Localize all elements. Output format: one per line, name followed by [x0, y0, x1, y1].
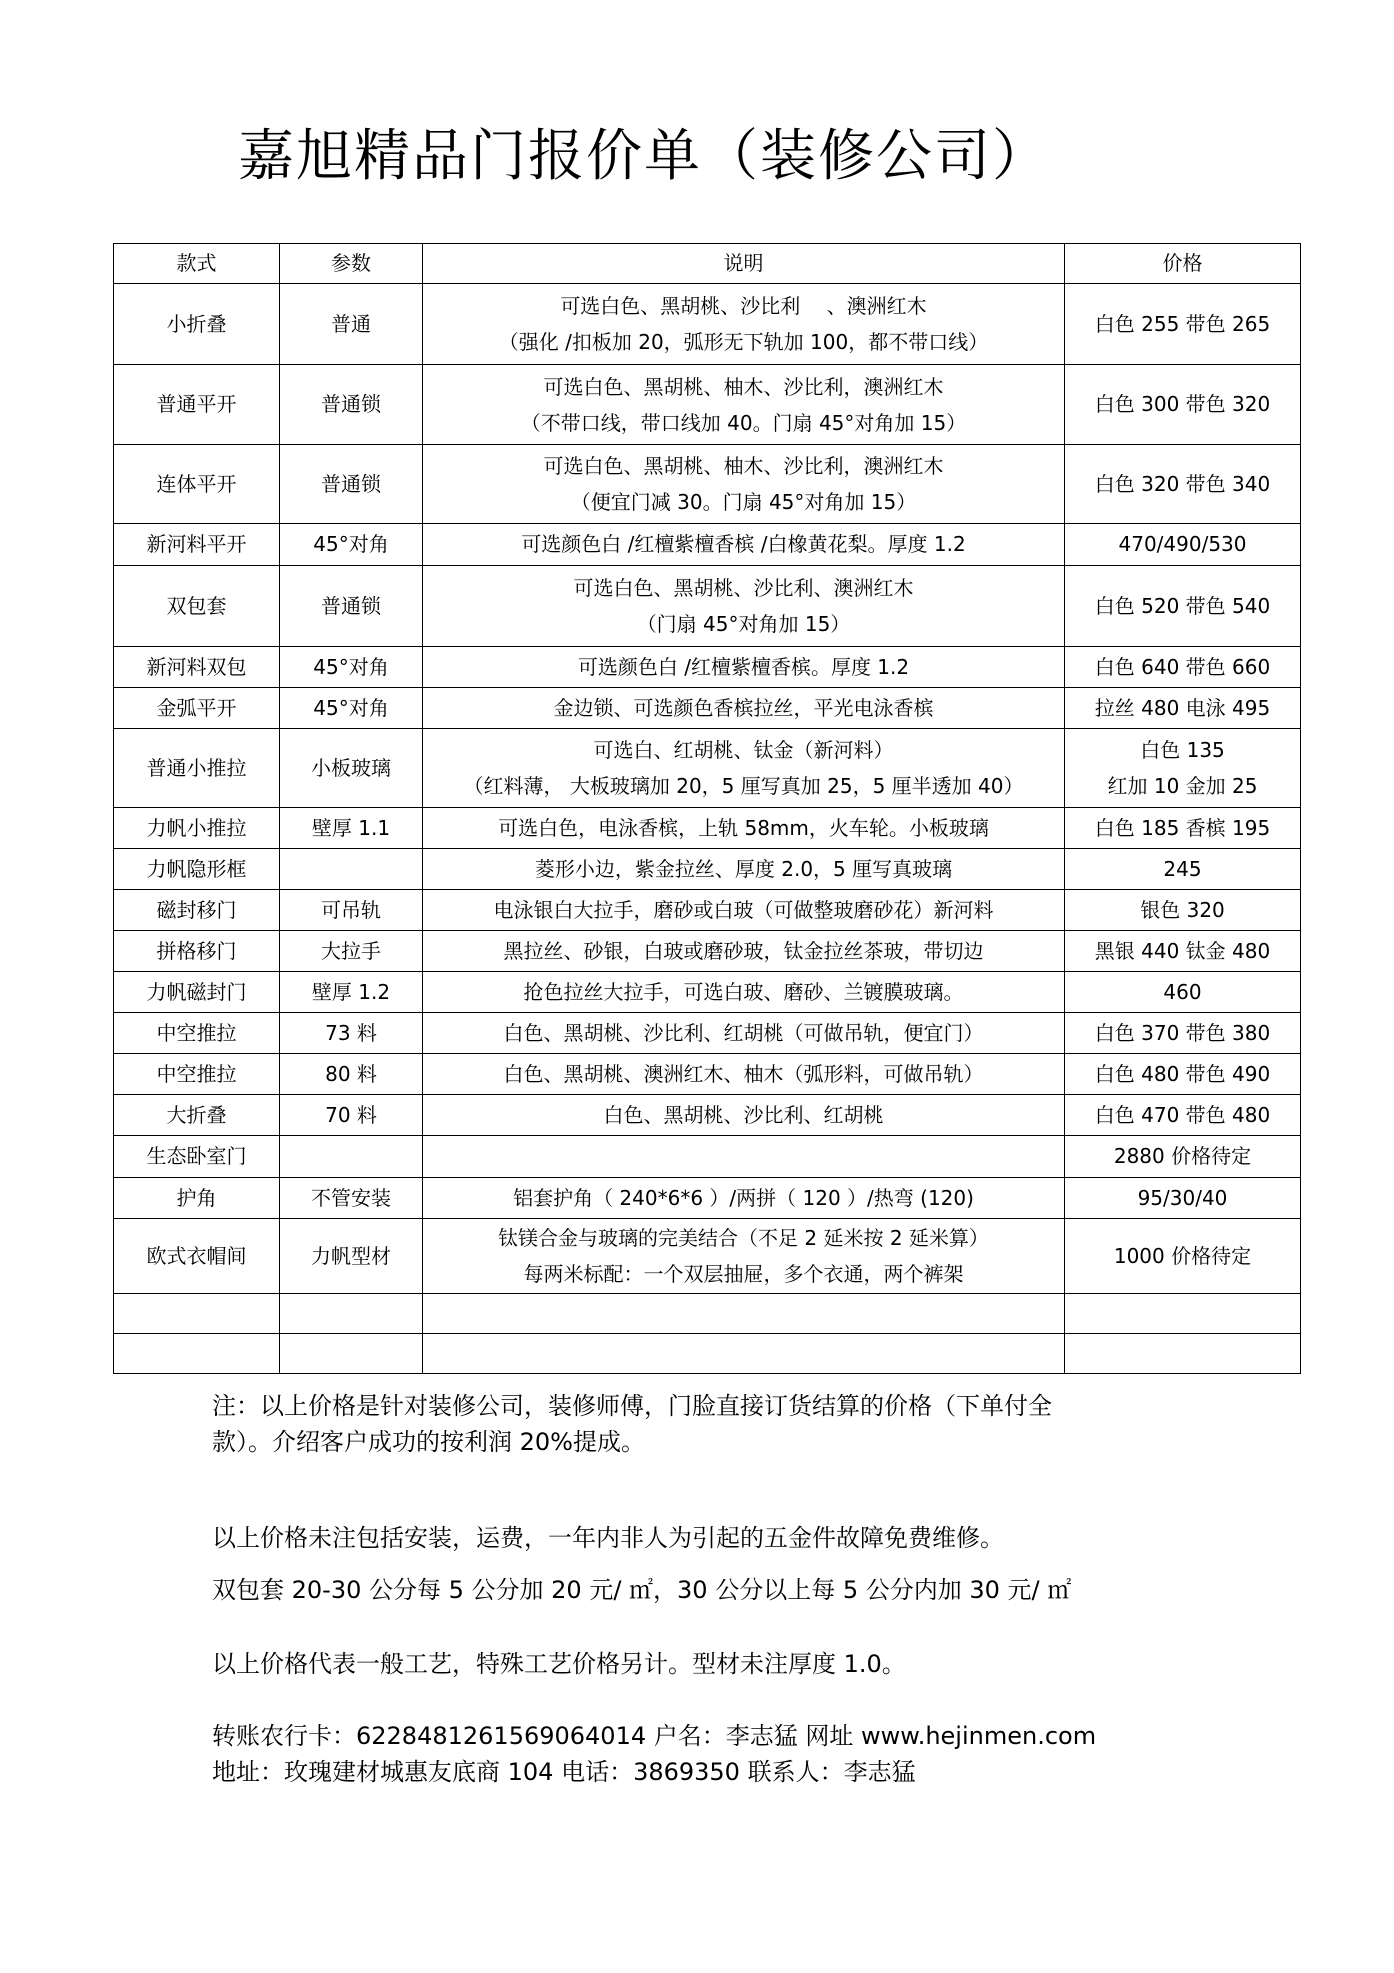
- note-install: 以上价格未注包括安装，运费，一年内非人为引起的五金件故障免费维修。: [212, 1524, 1004, 1552]
- desc-line: 白色、黑胡桃、澳洲红木、柚木（弧形料，可做吊轨）: [503, 1061, 984, 1086]
- table-row: [114, 972, 1301, 1013]
- table-row: [114, 849, 1301, 890]
- header-param: 参数: [280, 244, 423, 284]
- price-line: 银色 320: [1140, 897, 1225, 922]
- price-line: 95/30/40: [1137, 1185, 1228, 1210]
- note-process: 以上价格代表一般工艺，特殊工艺价格另计。型材未注厚度 1.0。: [212, 1650, 906, 1678]
- desc-line: 可选白色、黑胡桃、柚木、沙比利，澳洲红木: [543, 454, 944, 478]
- cell-price: [1065, 1136, 1301, 1178]
- price-line: 白色 640 带色 660: [1094, 654, 1271, 679]
- desc-line: 可选颜色白 /红檀紫檀香槟。厚度 1.2: [577, 654, 910, 679]
- cell-style: 力帆小推拉: [114, 808, 280, 849]
- cell-style: 普通小推拉: [114, 729, 280, 808]
- cell-desc: [423, 890, 1065, 931]
- cell-style: 生态卧室门: [114, 1136, 280, 1178]
- price-line: 黑银 440 钛金 480: [1094, 938, 1271, 963]
- cell-style: 新河料平开: [114, 524, 280, 566]
- cell-param: 普通锁: [280, 365, 423, 445]
- cell-param: 45°对角: [280, 524, 423, 566]
- price-line: 245: [1163, 856, 1202, 881]
- table-row: [114, 647, 1301, 688]
- cell-price: [1065, 972, 1301, 1013]
- cell-param: 73 料: [280, 1013, 423, 1054]
- table-row: [114, 1219, 1301, 1294]
- cell-style: 中空推拉: [114, 1054, 280, 1095]
- cell-desc: [423, 284, 1065, 365]
- cell-desc: [423, 729, 1065, 808]
- cell-price: [1065, 931, 1301, 972]
- table-row: [114, 1054, 1301, 1095]
- empty-cell: [280, 1294, 423, 1334]
- cell-price: [1065, 284, 1301, 365]
- price-line: 470/490/530: [1118, 532, 1247, 556]
- cell-param: 力帆型材: [280, 1219, 423, 1294]
- cell-desc: [423, 931, 1065, 972]
- header-style: 款式: [114, 244, 280, 284]
- cell-price: [1065, 1219, 1301, 1294]
- cell-style: 力帆隐形框: [114, 849, 280, 890]
- price-line: 拉丝 480 电泳 495: [1094, 695, 1271, 720]
- cell-style: 欧式衣帽间: [114, 1219, 280, 1294]
- cell-style: 连体平开: [114, 445, 280, 524]
- desc-line: 金边锁、可选颜色香槟拉丝，平光电泳香槟: [553, 695, 934, 720]
- price-line: 白色 320 带色 340: [1094, 471, 1271, 496]
- table-header-row: [114, 244, 1301, 284]
- empty-cell: [1065, 1334, 1301, 1374]
- price-line: 白色 135: [1140, 738, 1225, 762]
- table-row: [114, 890, 1301, 931]
- cell-style: 小折叠: [114, 284, 280, 365]
- table-row: [114, 524, 1301, 566]
- desc-line: （门扇 45°对角加 15）: [636, 612, 851, 636]
- table-row: [114, 729, 1301, 808]
- notes-block-1: [212, 1388, 1052, 1460]
- empty-row: [114, 1334, 1301, 1374]
- cell-desc: [423, 1013, 1065, 1054]
- cell-price: [1065, 1054, 1301, 1095]
- desc-line: 可选白色，电泳香槟，上轨 58mm，火车轮。小板玻璃: [498, 815, 989, 840]
- table-row: [114, 566, 1301, 647]
- cell-style: 新河料双包: [114, 647, 280, 688]
- cell-param: 70 料: [280, 1095, 423, 1136]
- cell-desc: [423, 566, 1065, 647]
- cell-desc: [423, 1178, 1065, 1219]
- price-line: 白色 470 带色 480: [1094, 1102, 1271, 1127]
- cell-param: 45°对角: [280, 647, 423, 688]
- cell-param: 普通: [280, 284, 423, 365]
- table-row: [114, 1136, 1301, 1178]
- cell-style: 拼格移门: [114, 931, 280, 972]
- desc-line: 电泳银白大拉手，磨砂或白玻（可做整玻磨砂花）新河料: [493, 897, 994, 922]
- table-row: [114, 808, 1301, 849]
- cell-style: 双包套: [114, 566, 280, 647]
- cell-price: [1065, 1178, 1301, 1219]
- cell-desc: [423, 524, 1065, 566]
- table-row: [114, 365, 1301, 445]
- header-price: 价格: [1065, 244, 1301, 284]
- empty-cell: [280, 1334, 423, 1374]
- desc-line: 铝套护角（ 240*6*6 ）/两拼（ 120 ）/热弯 (120): [513, 1185, 974, 1210]
- cell-style: 力帆磁封门: [114, 972, 280, 1013]
- cell-param: 不管安装: [280, 1178, 423, 1219]
- cell-price: [1065, 890, 1301, 931]
- cell-param: 可吊轨: [280, 890, 423, 931]
- price-line: 白色 185 香槟 195: [1094, 815, 1271, 840]
- cell-style: 磁封移门: [114, 890, 280, 931]
- desc-line: 白色、黑胡桃、沙比利、红胡桃: [603, 1102, 884, 1127]
- cell-price: [1065, 808, 1301, 849]
- empty-cell: [114, 1294, 280, 1334]
- cell-price: [1065, 1095, 1301, 1136]
- desc-line: （便宜门减 30。门扇 45°对角加 15）: [570, 490, 917, 514]
- note-double-frame: 双包套 20-30 公分每 5 公分加 20 元/ ㎡，30 公分以上每 5 公分内加 30 元/ ㎡: [212, 1576, 1072, 1604]
- desc-line: 抢色拉丝大拉手，可选白玻、磨砂、兰镀膜玻璃。: [523, 979, 964, 1004]
- price-line: 2880 价格待定: [1113, 1144, 1252, 1168]
- cell-param: [280, 849, 423, 890]
- desc-line: （强化 /扣板加 20，弧形无下轨加 100，都不带口线）: [498, 330, 989, 354]
- empty-cell: [114, 1334, 280, 1374]
- cell-desc: [423, 849, 1065, 890]
- price-line: 白色 255 带色 265: [1094, 311, 1271, 336]
- cell-desc: [423, 972, 1065, 1013]
- cell-price: [1065, 524, 1301, 566]
- table-row: [114, 445, 1301, 524]
- cell-price: [1065, 729, 1301, 808]
- cell-desc: [423, 1054, 1065, 1095]
- table-row: [114, 1178, 1301, 1219]
- cell-param: [280, 1136, 423, 1178]
- price-line: 白色 370 带色 380: [1094, 1020, 1271, 1045]
- cell-param: 普通锁: [280, 445, 423, 524]
- cell-price: [1065, 445, 1301, 524]
- desc-line: 黑拉丝、砂银，白玻或磨砂玻，钛金拉丝茶玻，带切边: [503, 938, 984, 963]
- table-row: [114, 1095, 1301, 1136]
- empty-row: [114, 1294, 1301, 1334]
- cell-param: 小板玻璃: [280, 729, 423, 808]
- note-line: 注：以上价格是针对装修公司，装修师傅，门脸直接订货结算的价格（下单付全: [212, 1392, 1052, 1420]
- note-line: 款）。介绍客户成功的按利润 20%提成。: [212, 1428, 645, 1456]
- desc-line: 可选白色、黑胡桃、柚木、沙比利，澳洲红木: [543, 374, 944, 399]
- cell-param: 壁厚 1.2: [280, 972, 423, 1013]
- table-row: [114, 284, 1301, 365]
- cell-desc: [423, 1095, 1065, 1136]
- table-row: [114, 688, 1301, 729]
- cell-style: 金弧平开: [114, 688, 280, 729]
- cell-style: 中空推拉: [114, 1013, 280, 1054]
- cell-style: 大折叠: [114, 1095, 280, 1136]
- cell-desc: [423, 445, 1065, 524]
- price-line: 白色 300 带色 320: [1094, 392, 1271, 416]
- desc-line: 每两米标配：一个双层抽屉，多个衣通，两个裤架: [523, 1262, 964, 1286]
- cell-param: 普通锁: [280, 566, 423, 647]
- price-line: 白色 520 带色 540: [1094, 593, 1271, 618]
- empty-cell: [423, 1294, 1065, 1334]
- cell-desc: [423, 1219, 1065, 1294]
- desc-line: 可选白、红胡桃、钛金（新河料）: [593, 738, 894, 762]
- note-address: 地址：玫瑰建材城惠友底商 104 电话：3869350 联系人：李志猛: [212, 1758, 916, 1786]
- table-body: [114, 284, 1301, 1374]
- cell-style: 护角: [114, 1178, 280, 1219]
- desc-line: 白色、黑胡桃、沙比利、红胡桃（可做吊轨，便宜门）: [503, 1020, 984, 1045]
- cell-param: 80 料: [280, 1054, 423, 1095]
- table-row: [114, 931, 1301, 972]
- cell-desc: [423, 365, 1065, 445]
- desc-line: （红料薄， 大板玻璃加 20，5 厘写真加 25，5 厘半透加 40）: [463, 774, 1024, 798]
- cell-price: [1065, 647, 1301, 688]
- cell-style: 普通平开: [114, 365, 280, 445]
- desc-line: 菱形小边，紫金拉丝、厚度 2.0，5 厘写真玻璃: [534, 856, 953, 881]
- empty-cell: [1065, 1294, 1301, 1334]
- cell-param: 45°对角: [280, 688, 423, 729]
- cell-desc: [423, 1136, 1065, 1178]
- header-desc: 说明: [423, 244, 1065, 284]
- cell-param: 大拉手: [280, 931, 423, 972]
- price-line: 1000 价格待定: [1113, 1243, 1252, 1268]
- price-table: [113, 243, 1301, 1374]
- desc-line: 可选白色、黑胡桃、沙比利、澳洲红木: [573, 576, 914, 600]
- cell-price: [1065, 688, 1301, 729]
- desc-line: 钛镁合金与玻璃的完美结合（不足 2 延米按 2 延米算）: [498, 1226, 989, 1250]
- price-line: 白色 480 带色 490: [1094, 1061, 1271, 1086]
- cell-price: [1065, 849, 1301, 890]
- desc-line: 可选颜色白 /红檀紫檀香槟 /白橡黄花梨。厚度 1.2: [521, 532, 966, 556]
- empty-cell: [423, 1334, 1065, 1374]
- cell-desc: [423, 808, 1065, 849]
- cell-desc: [423, 688, 1065, 729]
- cell-price: [1065, 1013, 1301, 1054]
- price-line: 红加 10 金加 25: [1107, 774, 1258, 798]
- cell-param: 壁厚 1.1: [280, 808, 423, 849]
- cell-price: [1065, 566, 1301, 647]
- cell-price: [1065, 365, 1301, 445]
- table-row: [114, 1013, 1301, 1054]
- cell-desc: [423, 647, 1065, 688]
- note-bank: 转账农行卡：6228481261569064014 户名：李志猛 网址 www.hejinmen.com: [212, 1722, 1097, 1750]
- price-line: 460: [1163, 979, 1202, 1004]
- page-title: 嘉旭精品门报价单（装修公司）: [238, 124, 1050, 189]
- desc-line: （不带口线，带口线加 40。门扇 45°对角加 15）: [520, 410, 967, 435]
- desc-line: 可选白色、黑胡桃、沙比利 、澳洲红木: [560, 294, 927, 318]
